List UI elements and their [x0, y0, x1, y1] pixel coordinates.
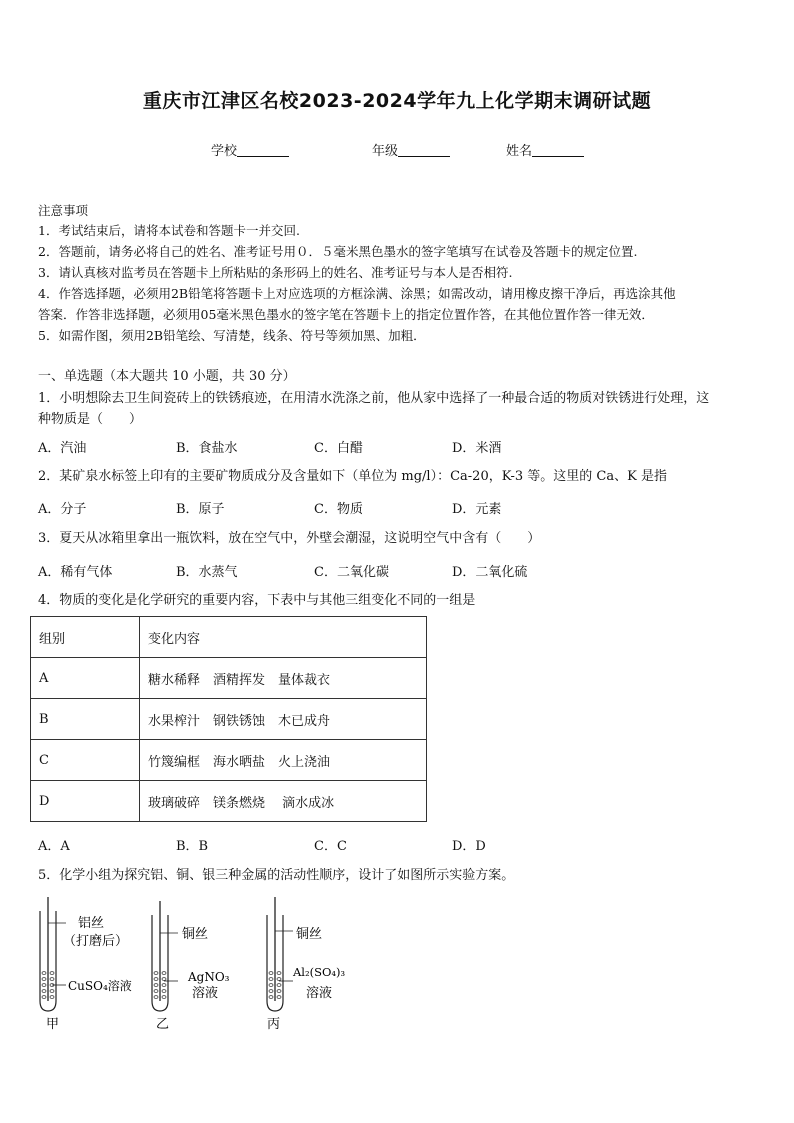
tube1-wire-note: （打磨后）: [63, 934, 129, 949]
tube3-label: 丙: [267, 1017, 281, 1032]
tube3-solution-label: 溶液: [306, 986, 333, 1001]
q3-option-d[interactable]: D．二氧化硫: [452, 565, 528, 580]
table-row: [31, 699, 427, 740]
q4-option-d[interactable]: D．D: [452, 839, 486, 854]
table-cell-group: A: [31, 658, 140, 699]
q2-option-b[interactable]: B．原子: [176, 502, 225, 517]
table-cell-content: 水果榨汁 钢铁锈蚀 木已成舟: [140, 699, 427, 740]
name-blank[interactable]: [532, 144, 584, 157]
school-field: [211, 140, 289, 159]
table-cell-content: 玻璃破碎 镁条燃烧 滴水成冰: [140, 781, 427, 822]
table-header-row: [31, 617, 427, 658]
test-tube-1: [40, 897, 132, 1032]
q4-option-c[interactable]: C．C: [314, 839, 347, 854]
grade-blank[interactable]: [398, 144, 450, 157]
table-row: [31, 740, 427, 781]
tube2-solution-label: 溶液: [192, 986, 219, 1001]
question-1-line1: 1．小明想除去卫生间瓷砖上的铁锈痕迹，在用清水洗涤之前，他从家中选择了一种最合适的物质对铁锈进行处理，这: [38, 391, 710, 406]
grade-label: 年级: [372, 144, 399, 159]
tube1-solution-label: CuSO₄溶液: [68, 979, 132, 993]
tube3-solution-formula: Al₂(SO₄)₃: [293, 965, 346, 979]
q4-option-b[interactable]: B．B: [176, 839, 209, 854]
q3-option-a[interactable]: A．稀有气体: [38, 565, 113, 580]
table-cell-content: 竹篾编框 海水晒盐 火上浇油: [140, 740, 427, 781]
test-tube-2: [152, 901, 230, 1032]
q2-option-a[interactable]: A．分子: [38, 502, 87, 517]
change-table: [30, 616, 427, 822]
school-label: 学校: [211, 144, 238, 159]
table-cell-group: C: [31, 740, 140, 781]
table-row: [31, 781, 427, 822]
table-row: [31, 658, 427, 699]
table-cell-content: 糖水稀释 酒精挥发 量体裁衣: [140, 658, 427, 699]
test-tube-3: [267, 897, 345, 1032]
q1-option-b[interactable]: B．食盐水: [176, 441, 238, 456]
tube1-label: 甲: [46, 1017, 60, 1032]
notice-item-2: 2．答题前，请务必将自己的姓名、准考证号用０．５毫米黑色墨水的签字笔填写在试卷及答题卡的规定位置.: [38, 244, 638, 259]
tube2-label: 乙: [156, 1017, 170, 1032]
question-2-line1: 2．某矿泉水标签上印有的主要矿物质成分及含量如下（单位为 mg/l）：Ca-20，K-3 等。这里的 Ca、K 是指: [38, 469, 667, 484]
tube2-wire-label: 铜丝: [182, 927, 209, 942]
question-3-line1: 3．夏天从冰箱里拿出一瓶饮料，放在空气中，外壁会潮湿，这说明空气中含有（ ）: [38, 531, 541, 546]
question-5-line1: 5．化学小组为探究铝、铜、银三种金属的活动性顺序，设计了如图所示实验方案。: [38, 868, 515, 883]
notice-heading: 注意事项: [38, 203, 89, 218]
school-blank[interactable]: [237, 144, 289, 157]
q1-option-d[interactable]: D．米酒: [452, 441, 502, 456]
q1-option-a[interactable]: A．汽油: [38, 441, 87, 456]
table-cell-group: B: [31, 699, 140, 740]
q4-option-a[interactable]: A．A: [38, 839, 70, 854]
tube1-wire-label: 铝丝: [78, 916, 105, 931]
page-title: 重庆市江津区名校2023-2024学年九上化学期末调研试题: [142, 90, 652, 112]
notice-item-4: 4．作答选择题，必须用2B铅笔将答题卡上对应选项的方框涂满、涂黑；如需改动，请用橡皮擦干净后，再选涂其他: [38, 286, 676, 301]
q3-option-b[interactable]: B．水蒸气: [176, 565, 238, 580]
notice-item-3: 3．请认真核对监考员在答题卡上所粘贴的条形码上的姓名、准考证号与本人是否相符.: [38, 265, 513, 280]
tube3-wire-label: 铜丝: [296, 927, 323, 942]
table-cell-group: D: [31, 781, 140, 822]
tube2-solution-formula: AgNO₃: [188, 970, 230, 984]
q1-option-c[interactable]: C．白醋: [314, 441, 363, 456]
table-header-group: 组别: [31, 617, 140, 658]
name-field: [506, 140, 584, 159]
experiment-figure: [30, 893, 370, 1043]
table-header-content: 变化内容: [140, 617, 427, 658]
notice-item-1: 1．考试结束后，请将本试卷和答题卡一并交回.: [38, 223, 300, 238]
name-label: 姓名: [506, 144, 533, 159]
grade-field: [372, 140, 450, 159]
notice-item-4-cont: 答案．作答非选择题，必须用05毫米黑色墨水的签字笔在答题卡上的指定位置作答，在其他位置作答一律无效．: [38, 307, 654, 322]
q2-option-d[interactable]: D．元素: [452, 502, 502, 517]
q3-option-c[interactable]: C．二氧化碳: [314, 565, 389, 580]
section-heading: 一、单选题（本大题共 10 小题，共 30 分）: [38, 369, 296, 384]
question-1-line2: 种物质是（ ）: [38, 412, 143, 427]
notice-item-5: 5．如需作图，须用2B铅笔绘、写清楚，线条、符号等须加黑、加粗．: [38, 328, 426, 343]
q2-option-c[interactable]: C．物质: [314, 502, 363, 517]
question-4-line1: 4．物质的变化是化学研究的重要内容，下表中与其他三组变化不同的一组是: [38, 593, 476, 608]
